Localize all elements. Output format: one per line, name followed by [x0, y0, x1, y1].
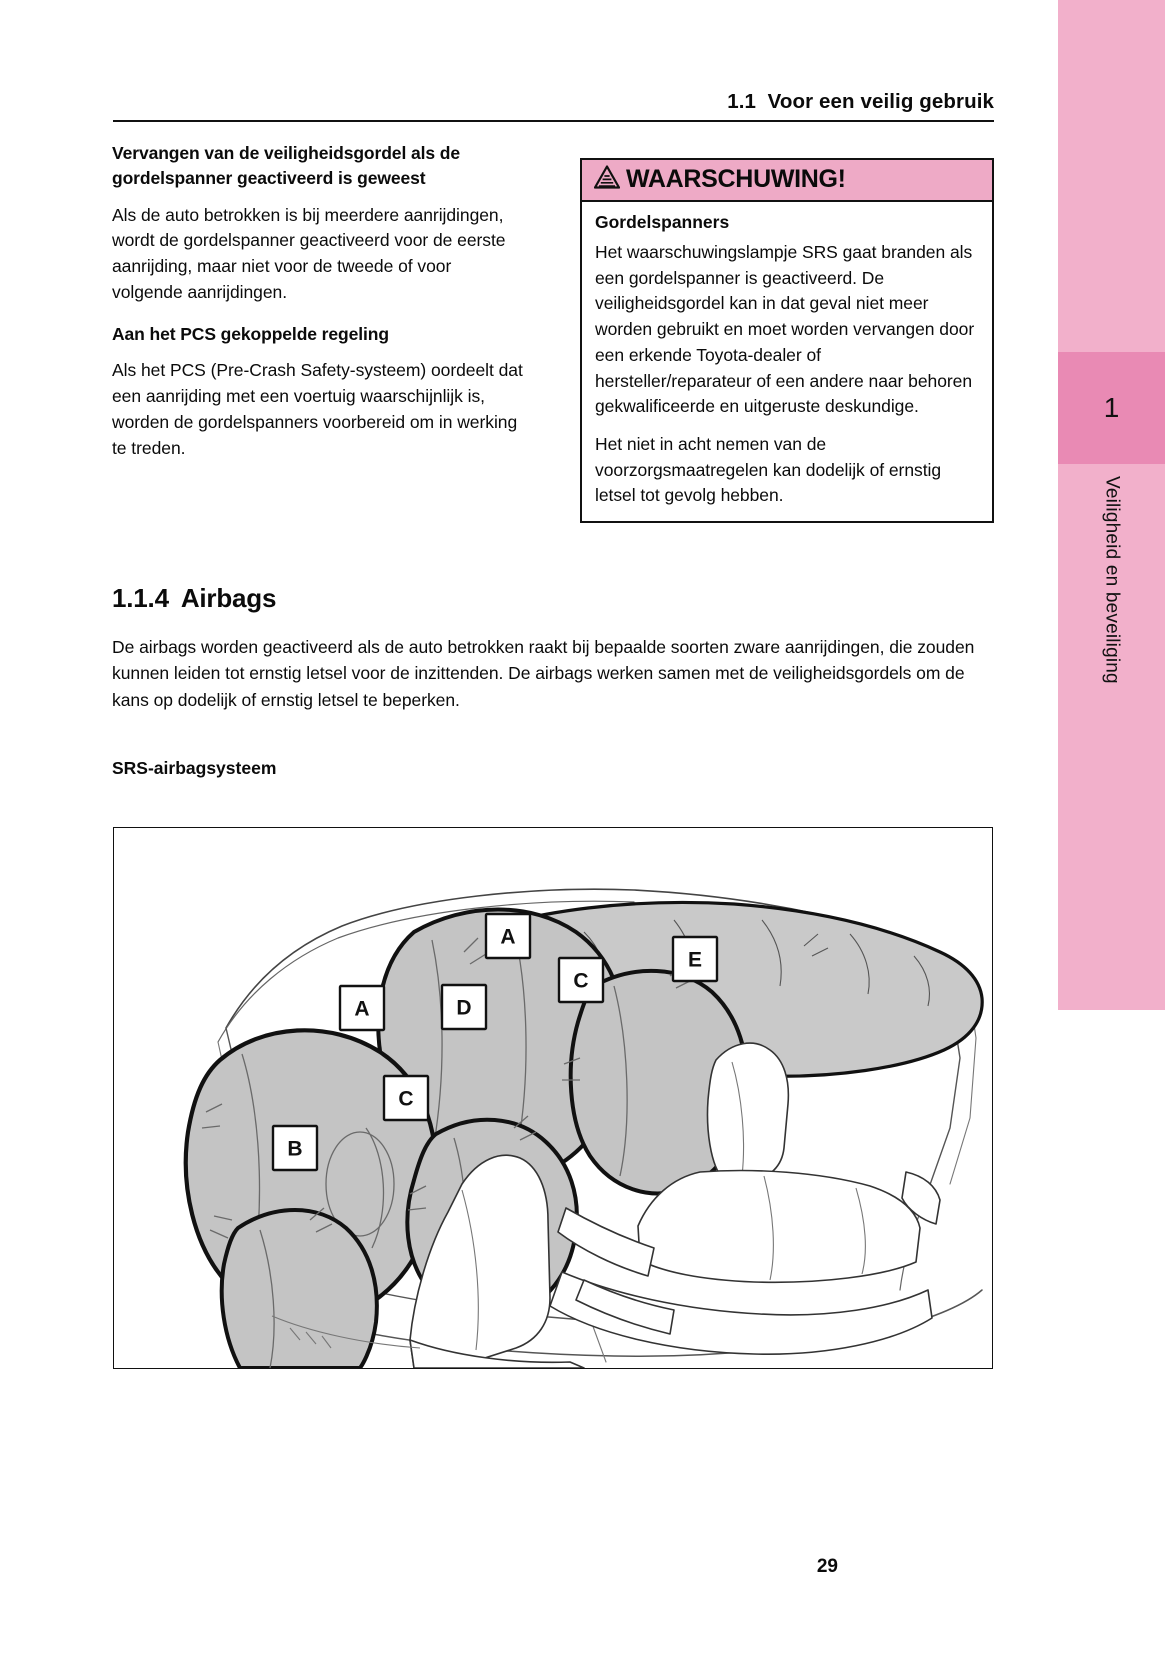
warning-box-title: WAARSCHUWING! [626, 165, 846, 193]
warning-box-body [582, 202, 992, 521]
diagram-label-A-passenger [486, 914, 530, 958]
svg-text:D: D [456, 996, 472, 1020]
section-number: 1.1.4 [112, 583, 169, 613]
chapter-number: 1 [1103, 392, 1120, 423]
page-number: 29 [816, 1556, 838, 1577]
diagram-label-B [273, 1126, 317, 1170]
diagram-label-C-rear [559, 958, 603, 1002]
header-title [113, 90, 994, 114]
warning-box-paragraph-2: Het niet in acht nemen van de voorzorgsmaatregelen kan dodelijk of ernstig letsel tot gevolg hebben. [595, 434, 942, 506]
svg-text:C: C [573, 969, 589, 993]
figure-title: SRS-airbagsysteem [112, 757, 277, 778]
diagram-label-C-front [384, 1076, 428, 1120]
diagram-label-E [673, 937, 717, 981]
warning-box-subtitle: Gordelspanners [595, 212, 730, 232]
chapter-number-block [1058, 352, 1165, 464]
svg-text:A: A [500, 925, 516, 949]
srs-airbag-system-diagram [113, 827, 993, 1369]
right-column [580, 158, 994, 523]
svg-text:C: C [398, 1087, 414, 1111]
left-heading-1: Vervangen van de veiligheidsgordel als de gordelspanner geactiveerd is geweest [112, 143, 460, 188]
diagram-label-A-driver [340, 986, 384, 1030]
warning-box-header [582, 160, 992, 202]
chapter-label: Veiligheid en beveiliging [1101, 476, 1123, 684]
header-section-number: 1.1 [727, 90, 757, 113]
chapter-label-block [1058, 476, 1165, 896]
warning-box-paragraph-1: Het waarschuwingslampje SRS gaat branden als een gordelspanner is geactiveerd. De veiligheidsgordel kan in dat geval niet meer worden gebruikt en moet worden vervangen door een erkende Toyota-dealer of hersteller/reparateur of een andere naar behoren gekwalificeerde en uitgeruste deskundige. [595, 242, 975, 417]
chapter-side-tab [1058, 0, 1165, 1010]
svg-text:E: E [687, 948, 703, 972]
svg-text:B: B [287, 1137, 303, 1161]
left-heading-2: Aan het PCS gekoppelde regeling [112, 323, 389, 344]
warning-box [580, 158, 994, 523]
section-airbags [112, 583, 994, 779]
airbag-illustration [114, 828, 992, 1368]
left-paragraph-1: Als de auto betrokken is bij meerdere aanrijdingen, wordt de gordelspanner geactiveerd voor de eerste aanrijding, maar niet voor de tweede of voor volgende aanrijdingen. [112, 204, 506, 302]
section-title [112, 583, 994, 614]
header-section-title: Voor een veilig gebruik [767, 90, 994, 113]
left-paragraph-2: Als het PCS (Pre-Crash Safety-systeem) oordeelt dat een aanrijding met een voertuig waarschijnlijk is, worden de gordelspanners voorbereid om in werking te treden. [112, 360, 523, 458]
section-body: De airbags worden geactiveerd als de auto betrokken raakt bij bepaalde soorten zware aanrijdingen, die zouden kunnen leiden tot ernstig letsel voor de inzittenden. De airbags werken samen met de veiligheidsgordels om de kans op dodelijk of ernstig letsel te beperken. [112, 637, 975, 710]
diagram-label-D [442, 985, 486, 1029]
warning-triangle-icon [594, 165, 620, 194]
page-header [113, 90, 994, 122]
svg-text:A: A [354, 997, 370, 1021]
section-title-text: Airbags [180, 583, 277, 613]
left-column [112, 141, 524, 461]
